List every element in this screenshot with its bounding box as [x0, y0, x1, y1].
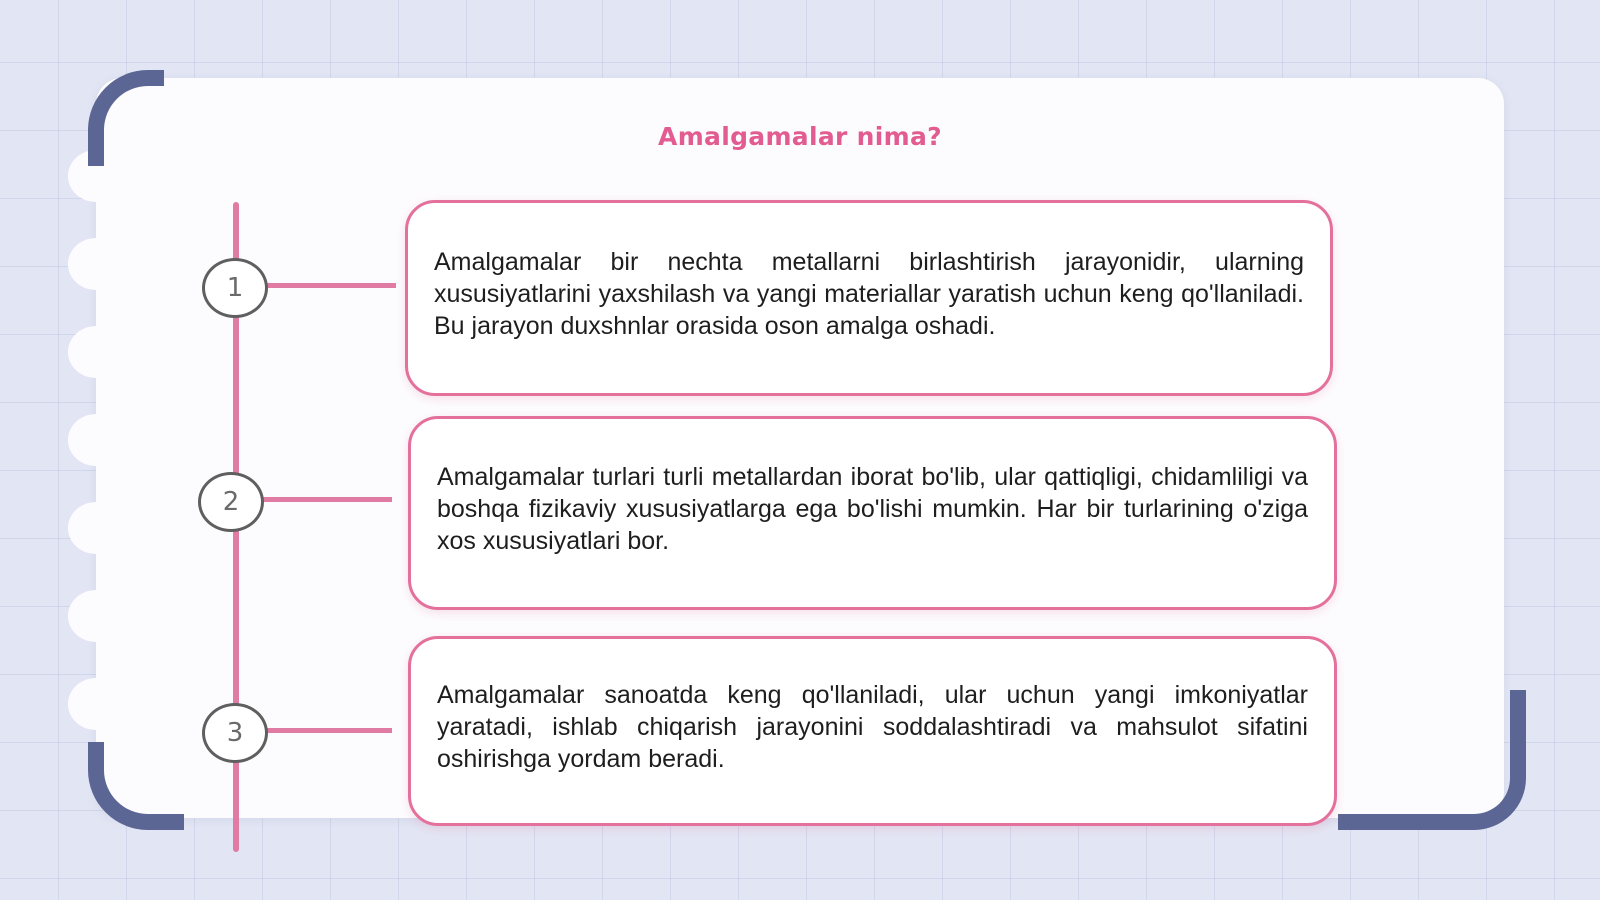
scallop-decoration	[68, 414, 124, 466]
slide-title: Amalgamalar nima?	[658, 122, 942, 151]
step-text-3: Amalgamalar sanoatda keng qo'llaniladi, ular uchun yangi imkoniyatlar yaratadi, ishlab chiqarish jarayonini soddalashtiradi va mahsulot sifatini oshirishga yordam beradi.	[437, 681, 1308, 773]
step-text-2: Amalgamalar turlari turli metallardan iborat bo'lib, ular qattiqligi, chidamliligi va boshqa fizikaviy xususiyatlarga ega bo'lishi mumkin. Har bir turlarining o'ziga xos xususiyatlari bor.	[437, 463, 1308, 555]
step-card-1	[405, 200, 1333, 396]
scallop-decoration	[68, 502, 124, 554]
step-number-3: 3	[202, 703, 268, 763]
scallop-decoration	[68, 678, 124, 730]
step-card-3	[408, 636, 1337, 826]
step-text-1: Amalgamalar bir nechta metallarni birlashtirish jarayonidir, ularning xususiyatlarini yaxshilash va yangi materiallar yaratish uchun keng qo'llaniladi. Bu jarayon duxshnlar orasida oson amalga oshadi.	[434, 248, 1304, 340]
timeline-connector-1	[266, 283, 396, 288]
timeline-connector-3	[266, 728, 392, 733]
scallop-decoration	[68, 326, 124, 378]
scallop-decoration	[68, 238, 124, 290]
corner-bracket-bottom-right	[1338, 690, 1526, 830]
step-number-1: 1	[202, 258, 268, 318]
corner-bracket-top-left	[88, 70, 164, 166]
timeline-connector-2	[262, 497, 392, 502]
step-number-2: 2	[198, 472, 264, 532]
step-card-2	[408, 416, 1337, 610]
corner-bracket-bottom-left	[88, 742, 184, 830]
scallop-decoration	[68, 590, 124, 642]
